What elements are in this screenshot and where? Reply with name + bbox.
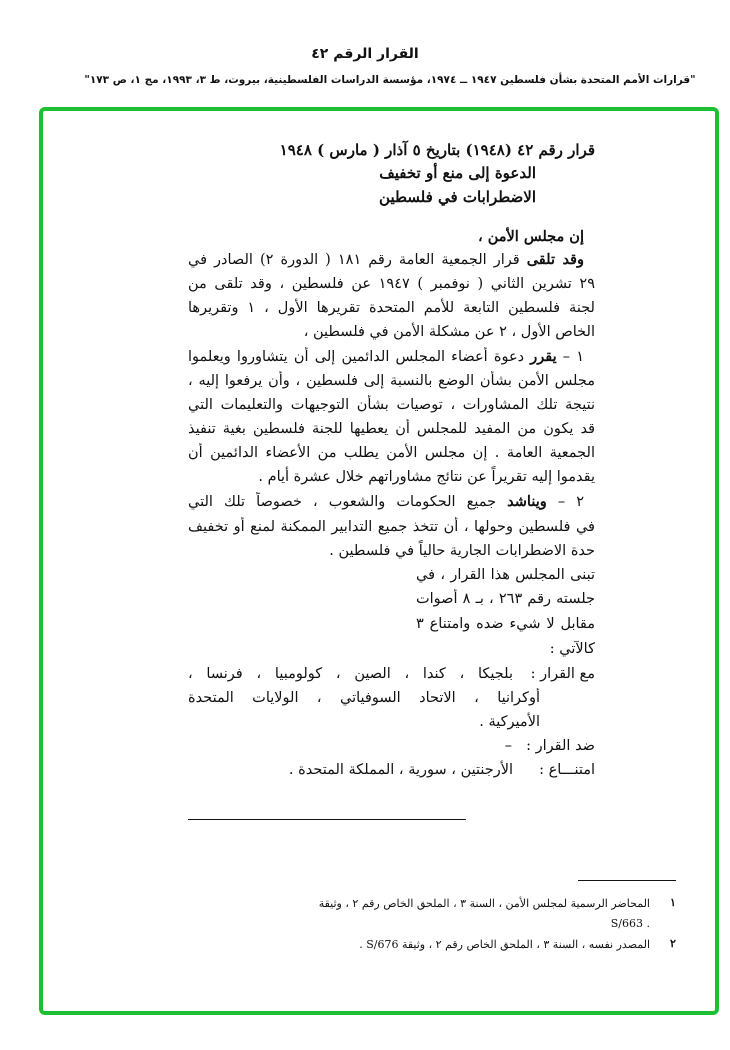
resolution-subtitle-1: الدعوة إلى منع أو تخفيف: [379, 164, 536, 182]
votes-abstain-label: امتنـــاع :: [539, 762, 595, 778]
preamble-verb: وقد تلقى: [526, 251, 584, 268]
paragraph-1-line: مجلس الأمن بشأن الوضع بالنسبة إلى فلسطين ، وأن يرفعوا إليه ،: [188, 373, 595, 389]
votes-against-value: –: [504, 738, 512, 754]
opening-line: إن مجلس الأمن ،: [477, 228, 584, 245]
paragraph-1-line: نتيجة تلك المشاورات ، توصيات بشأن التوجيهات والتعليمات التي: [188, 397, 595, 413]
source-citation: "قرارات الأمم المتحدة بشأن فلسطين ١٩٤٧ ــ ١٩٧٤، مؤسسة الدراسات الفلسطينية، بيروت، ط ٣، ١٩٩٣، مج ١، ص ١٧٣": [84, 74, 696, 86]
paragraph-1-verb: يقرر: [530, 348, 557, 365]
paragraph-1-line: [188, 347, 584, 367]
footnote-number: ١: [670, 896, 676, 909]
preamble-line: لجنة فلسطين التابعة للأمم المتحدة تقريرها الأول ، ١ وتقريرها: [188, 300, 595, 316]
adoption-line: جلسته رقم ٢٦٣ ، بـ ٨ أصوات: [416, 591, 595, 607]
preamble-text: قرار الجمعية العامة رقم ١٨١ ( الدورة ٢) الصادر في: [188, 252, 527, 268]
preamble-line: ٢٩ تشرين الثاني ( نوفمبر ) ١٩٤٧ عن فلسطين ، وقد تلقى من: [188, 276, 595, 292]
paragraph-1-line: الجمعية العامة . إن مجلس الأمن يطلب من الأعضاء الدائمين أن: [188, 445, 595, 461]
votes-for-line: بلجيكا ، كندا ، الصين ، كولومبيا ، فرنسا ،: [188, 666, 513, 682]
paragraph-1-line: يقدموا إليه تقريراً عن نتائج مشاوراتهم خلال عشرة أيام .: [258, 469, 595, 485]
footnote-rule: [578, 880, 676, 881]
paragraph-number: ٢ –: [546, 494, 584, 510]
resolution-subtitle-2: الاضطرابات في فلسطين: [379, 188, 536, 206]
preamble-line: [188, 250, 584, 270]
votes-for-label: مع القرار :: [530, 666, 595, 682]
footnote-text: . S/663: [610, 917, 650, 930]
paragraph-2-text: جميع الحكومات والشعوب ، خصوصاً تلك التي: [188, 494, 508, 510]
votes-against-label: ضد القرار :: [526, 738, 595, 754]
adoption-line: تبنى المجلس هذا القرار ، في: [416, 567, 595, 583]
adoption-line: كالآتي :: [549, 641, 595, 657]
paragraph-2-line: في فلسطين وحولها ، أن تتخذ جميع التدابير الممكنة لمنع أو تخفيف: [188, 519, 595, 535]
votes-for-line: الأميركية .: [479, 714, 540, 730]
footnote-text: المحاضر الرسمية لمجلس الأمن ، السنة ٣ ، الملحق الخاص رقم ٢ ، وثيقة: [318, 897, 650, 910]
paragraph-1-text: دعوة أعضاء المجلس الدائمين إلى أن يتشاوروا ويعلموا: [188, 349, 531, 365]
footnote-number: ٢: [670, 937, 676, 950]
paragraph-1-line: قد يكون من المفيد للمجلس أن يعطيها للجنة فلسطين بغية تنفيذ: [188, 421, 595, 437]
resolution-title: قرار رقم ٤٢ (١٩٤٨) بتاريخ ٥ آذار ( مارس ) ١٩٤٨: [279, 141, 595, 159]
page-header-title: القرار الرقم ٤٢: [311, 46, 419, 62]
paragraph-2-line: [188, 492, 584, 512]
adoption-line: مقابل لا شيء ضده وامتناع ٣: [416, 616, 595, 632]
paragraph-2-line: حدة الاضطرابات الجارية حالياً في فلسطين .: [329, 543, 595, 559]
votes-for-line: أوكرانيا ، الاتحاد السوفياتي ، الولايات المتحدة: [188, 690, 540, 706]
footnote-text: المصدر نفسه ، السنة ٣ ، الملحق الخاص رقم ٢ ، وثيقة S/676 .: [359, 938, 650, 951]
votes-abstain-value: الأرجنتين ، سورية ، المملكة المتحدة .: [288, 762, 513, 778]
paragraph-number: ١ –: [556, 349, 584, 365]
paragraph-2-verb: ويناشد: [507, 493, 547, 510]
preamble-line: الخاص الأول ، ٢ عن مشكلة الأمن في فلسطين ،: [303, 324, 595, 340]
end-rule: [188, 819, 466, 820]
